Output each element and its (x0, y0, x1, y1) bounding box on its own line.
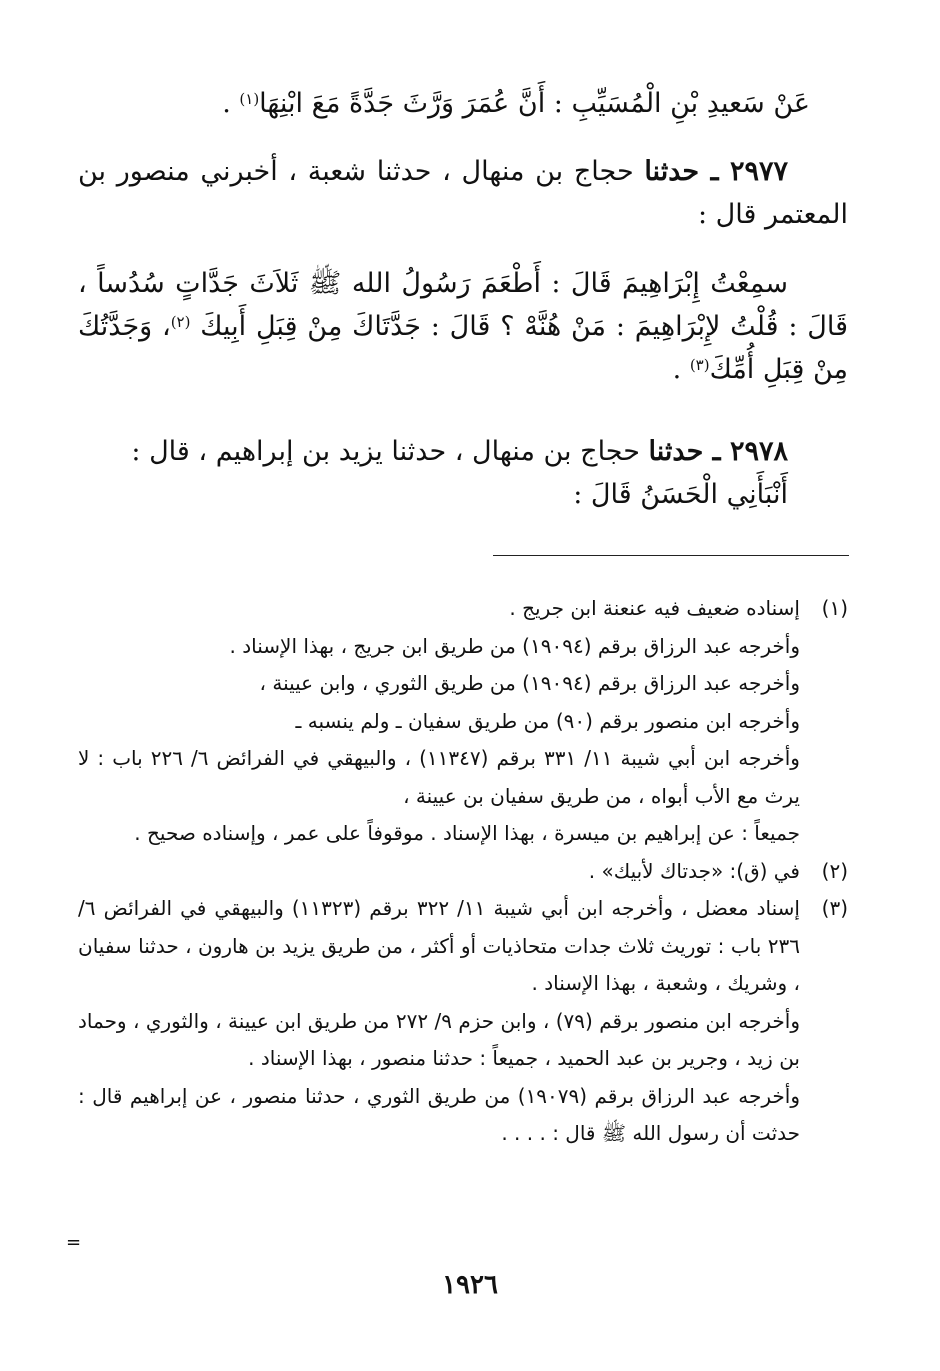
hadith-number: ٢٩٧٧ ـ حدثنا (644, 156, 788, 187)
hadith-2978 (78, 430, 848, 516)
hadith-2977-matn: سمِعْتُ إِبْرَاهِيمَ قَالَ : أَطْعَمَ رَسُولُ الله ﷺ ثَلاَثَ جَدَّاتٍ سُدُساً ، قَالَ : قُلْتُ لإِبْرَاهِيمَ : مَنْ هُنَّهْ ؟ قَالَ : جَدَّتَاكَ مِنْ قِبَلِ أَبِيكَ $^{(٢)}$، وَجَدَّتُكَ مِنْ قِبَلِ أُمِّكَ$^{(٣)}$ . (78, 268, 848, 385)
footnote-line: وأخرجه ابن منصور برقم (٧٩) ، وابن حزم ٩/ ٢٧٢ من طريق ابن عيينة ، والثوري ، وحماد بن زيد ، وجرير بن عبد الحميد ، جميعاً : حدثنا منصور ، بهذا الإسناد . (78, 1008, 800, 1070)
footnote-number: (٣) (821, 896, 848, 920)
footnote-ref-3[interactable]: (٣) (689, 356, 710, 374)
footnote-3 (78, 890, 848, 1153)
hadith-isnad: حجاج بن منهال ، حدثنا شعبة ، أخبرني منصور بن المعتمر قال : (78, 156, 848, 230)
footnote-1 (78, 590, 848, 853)
main-text (78, 82, 848, 125)
footnote-line: وأخرجه عبد الرزاق برقم (١٩٠٩٤) من طريق ابن جريج ، بهذا الإسناد . (229, 633, 800, 658)
footnote-number: (٢) (821, 858, 848, 883)
hadith-matn: أَنْبَأَنِي الْحَسَنُ قَالَ : (573, 479, 788, 510)
hadith-matn: سمِعْتُ إِبْرَاهِيمَ قَالَ : أَطْعَمَ رَسُولُ الله ﷺ ثَلاَثَ جَدَّاتٍ سُدُساً ، قَالَ : قُلْتُ لإِبْرَاهِيمَ : مَنْ هُنَّهْ ؟ قَالَ : جَدَّتَاكَ مِنْ قِبَلِ أَبِيكَ (78, 268, 848, 342)
footnote-line: وأخرجه ابن منصور برقم (٩٠) من طريق سفيان ـ ولم ينسبه ـ (295, 708, 800, 733)
footnote-line: جميعاً : عن إبراهيم بن ميسرة ، بهذا الإسناد . موقوفاً على عمر ، وإسناده صحيح . (134, 821, 800, 845)
continuation-mark: = (66, 1232, 82, 1253)
hadith-2977 (78, 150, 848, 236)
hadith-matn: عَنْ سَعيدِ بْنِ الْمُسَيِّبِ : أَنَّ عُمَرَ وَرَّثَ جَدَّةً مَعَ ابْنِهَا (259, 88, 810, 119)
footnote-number: (١) (821, 596, 848, 620)
footnote-line: وأخرجه عبد الرزاق برقم (١٩٠٩٤) من طريق الثوري ، وابن عيينة ، (259, 671, 800, 695)
footnote-line: وأخرجه ابن أبي شيبة ١١/ ٣٣١ برقم (١١٣٤٧) ، والبيهقي في الفرائض ٦/ ٢٢٦ باب : لا يرث مع الأب أبواه ، من طريق سفيان بن عيينة ، (78, 746, 800, 808)
footnote-2 (78, 853, 848, 891)
footnote-line: إسناده ضعيف فيه عنعنة ابن جريج . (509, 596, 800, 620)
footnotes (78, 590, 848, 1153)
footnote-line: وأخرجه عبد الرزاق برقم (١٩٠٧٩) من طريق الثوري ، حدثنا منصور ، عن إبراهيم قال : حدثت أن رسول الله ﷺ قال : . . . . (78, 1083, 800, 1145)
footnote-separator (493, 555, 849, 556)
hadith-matn-continued: ، وَجَدَّتُكَ مِنْ قِبَلِ أُمِّكَ (78, 311, 848, 385)
footnote-ref-1[interactable]: (١) (239, 90, 260, 108)
footnote-ref-2[interactable]: (٢) (170, 313, 191, 331)
hadith-2977-isnad (78, 150, 848, 236)
hadith-2978-isnad (78, 430, 848, 473)
page-number: ١٩٢٦ (442, 1270, 498, 1300)
hadith-number: ٢٩٧٨ ـ حدثنا (648, 436, 788, 467)
footnote-line: في (ق): «جدتاك لأبيك» . (588, 858, 800, 883)
hadith-isnad: حجاج بن منهال ، حدثنا يزيد بن إبراهيم ، قال : (131, 436, 649, 467)
footnote-line: إسناد معضل ، وأخرجه ابن أبي شيبة ١١/ ٣٢٢ برقم (١١٣٢٣) والبيهقي في الفرائض ٦/ ٢٣٦ باب : توريث ثلاث جدات متحاذيات أو أكثر ، من طريق يزيد بن هارون ، حدثنا سفيان ، وشريك ، وشعبة ، بهذا الإسناد . (78, 896, 800, 995)
hadith-2976-tail: عَنْ سَعيدِ بْنِ الْمُسَيِّبِ : أَنَّ عُمَرَ وَرَّثَ جَدَّةً مَعَ ابْنِهَا$^{(١)}$ . (222, 88, 810, 119)
